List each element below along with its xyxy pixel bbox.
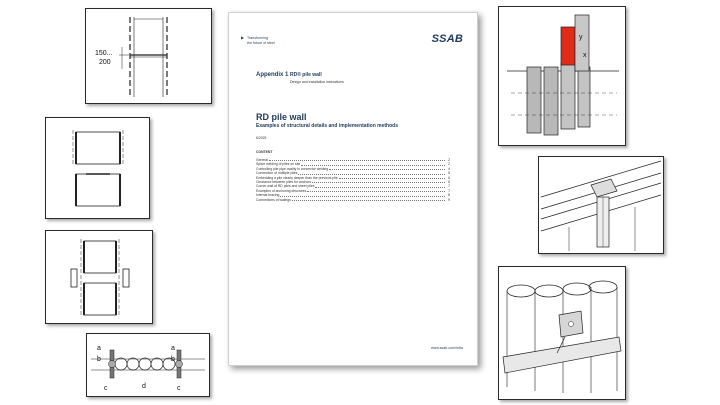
toc-item[interactable]: Connection of multiple piles 5 (256, 171, 450, 176)
tagline-line2: the future of steel (247, 40, 275, 45)
toc-item[interactable]: Corner wall of RD piles and sheet piles 7 (256, 184, 450, 189)
ssab-logo: SSAB (431, 33, 463, 45)
figure-multiple-piles (45, 230, 153, 324)
toc-item[interactable]: Examples of anchoring structures 7 (256, 188, 450, 193)
document-date: 6/2025 (256, 136, 267, 140)
label-c-left: c (104, 385, 108, 392)
figure-internal-bracing (538, 156, 664, 254)
appendix-title: RD® pile wall (290, 72, 322, 78)
document-title: RD pile wall (256, 112, 307, 122)
label-a-left: a (97, 345, 101, 352)
arrow-icon: ▶ (241, 35, 245, 40)
toc-item[interactable]: Connections of walings 9 (256, 197, 450, 202)
dim-label-bottom: 200 (99, 59, 111, 66)
table-of-contents (256, 158, 450, 202)
dim-label-top: 150... (95, 50, 113, 57)
figure-waling-connection (498, 266, 626, 400)
document-subtitle: Examples of structural details and implementation methods (256, 123, 398, 129)
label-x: x (583, 52, 587, 59)
website-link[interactable]: www.ssab.com/infra (431, 346, 463, 350)
label-d: d (142, 383, 146, 390)
toc-item[interactable]: Controlling pile pipe ovality in connector welding 4 (256, 166, 450, 171)
figure-pile-wall-plan (86, 333, 210, 397)
figure-pile-lift (498, 6, 626, 146)
label-c-right: c (177, 385, 181, 392)
label-b-right: b (171, 356, 175, 363)
label-a-right: a (171, 345, 175, 352)
toc-item[interactable]: Clearance between piles for anchors 6 (256, 180, 450, 185)
appendix-label: Appendix 1 (256, 72, 289, 78)
toc-item[interactable]: Internal bracing 8 (256, 193, 450, 198)
figure-connector-detail (45, 117, 150, 219)
document-cover-page (228, 12, 478, 366)
label-y: y (579, 34, 583, 41)
content-heading: CONTENT (256, 150, 273, 154)
label-b-left: b (97, 356, 101, 363)
figure-splice-welding (85, 8, 212, 104)
appendix-description: Design and installation instructions (290, 80, 344, 84)
tagline (241, 36, 275, 45)
toc-item[interactable]: Embedding a pile clearly deeper than the previous pile 6 (256, 175, 450, 180)
tagline-line1: Transforming (247, 36, 269, 40)
toc-item[interactable]: Splice welding of piles on site 2 (256, 162, 450, 167)
toc-item[interactable]: General 2 (256, 158, 450, 162)
